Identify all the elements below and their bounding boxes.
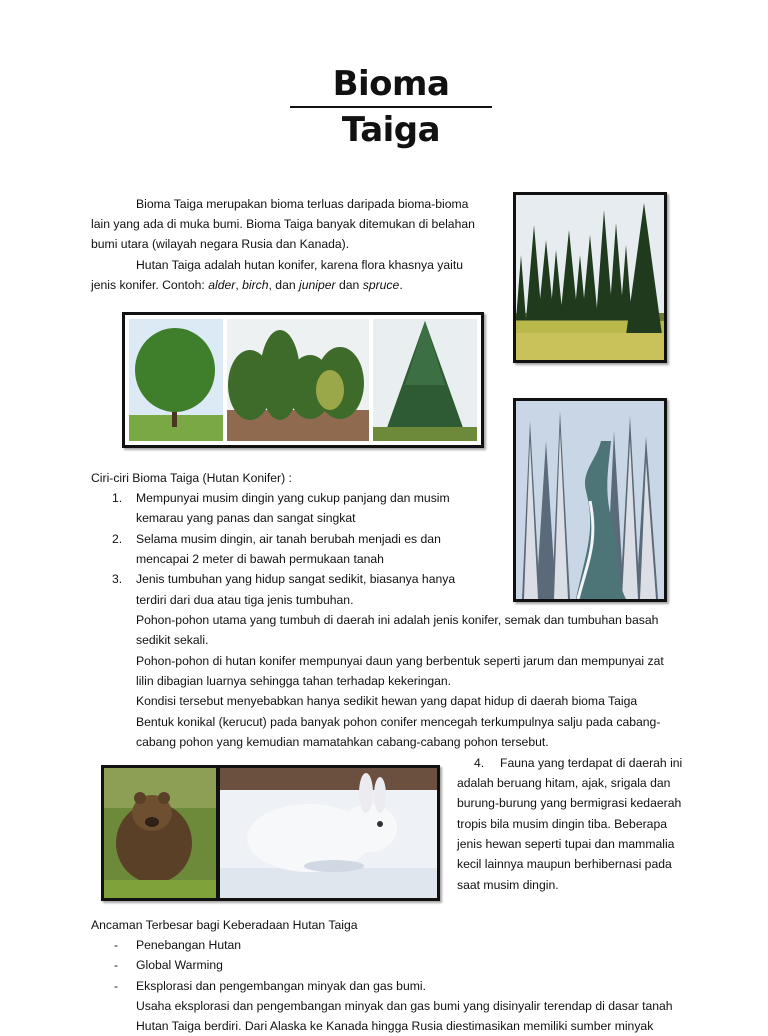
intro-p1-line-2: lain yang ada di muka bumi. Bioma Taiga banyak ditemukan di belahan — [91, 217, 475, 231]
fauna-line: kecil lainnya maupun berhibernasi pada — [457, 857, 672, 871]
threat-item: Penebangan Hutan — [136, 938, 242, 952]
threats-heading: Ancaman Terbesar bagi Keberadaan Hutan Taiga — [91, 918, 358, 932]
detail-line: Bentuk konikal (kerucut) pada banyak pohon conifer mencegah terkumpulnya salju pada cabang- — [136, 715, 661, 729]
intro-text: . — [399, 278, 403, 292]
intro-p2-line-2 — [91, 275, 403, 295]
fauna-line: Fauna yang terdapat di daerah ini — [500, 756, 683, 770]
fauna-line: jenis hewan seperti tupai dan mammalia — [457, 837, 675, 851]
intro-text: , dan — [268, 278, 300, 292]
fauna-line: saat musim dingin. — [457, 878, 559, 892]
intro-text: , — [235, 278, 243, 292]
list-item-3-line-1: Jenis tumbuhan yang hidup sangat sedikit, biasanya hanya — [136, 572, 456, 586]
intro-text: jenis konifer. Contoh: — [91, 278, 209, 292]
snowy-taiga-photo — [513, 398, 667, 602]
detail-line: sedikit sekali. — [136, 633, 209, 647]
intro-text: dan — [335, 278, 363, 292]
characteristics-heading: Ciri-ciri Bioma Taiga (Hutan Konifer) : — [91, 471, 292, 485]
fauna-line: adalah beruang hitam, ajak, srigala dan — [457, 776, 671, 790]
conifer-forest-photo — [513, 192, 667, 363]
intro-p2-line-1: Hutan Taiga adalah hutan konifer, karena flora khasnya yaitu — [136, 258, 464, 272]
bullet-dash: - — [114, 979, 119, 993]
threat-detail-line: Usaha eksplorasi dan pengembangan minyak dan gas bumi yang disinyalir terendap di dasar tanah — [136, 999, 673, 1013]
detail-line: cabang pohon yang kemudian mamatahkan cabang-cabang pohon tersebut. — [136, 735, 549, 749]
list-item-1-line-1: Mempunyai musim dingin yang cukup panjang dan musim — [136, 491, 450, 505]
list-number: 2. — [112, 532, 123, 546]
example-juniper: juniper — [299, 278, 336, 292]
fauna-line: tropis bila musim dingin tiba. Beberapa — [457, 817, 668, 831]
title-line-1: Bioma — [332, 64, 450, 104]
example-alder: alder — [208, 278, 236, 292]
list-number: 1. — [112, 491, 123, 505]
detail-line: Pohon-pohon utama yang tumbuh di daerah ini adalah jenis konifer, semak dan tumbuhan basah — [136, 613, 659, 627]
fauna-line: burung-burung yang bermigrasi kedaerah — [457, 796, 682, 810]
taiga-animals-photo — [101, 765, 440, 901]
list-number: 4. — [474, 756, 485, 770]
list-item-3-line-2: terdiri dari dua atau tiga jenis tumbuhan. — [136, 593, 354, 607]
list-item-2-line-1: Selama musim dingin, air tanah berubah menjadi es dan — [136, 532, 441, 546]
threat-item: Global Warming — [136, 958, 223, 972]
list-number: 3. — [112, 572, 123, 586]
detail-line: Pohon-pohon di hutan konifer mempunyai daun yang berbentuk seperti jarum dan mempunyai zat — [136, 654, 664, 668]
threat-detail-line: Hutan Taiga berdiri. Dari Alaska ke Kanada hingga Rusia diestimasikan memiliki sumber minyak — [136, 1019, 654, 1033]
threat-item: Eksplorasi dan pengembangan minyak dan gas bumi. — [136, 979, 426, 993]
title-line-2: Taiga — [341, 110, 441, 150]
example-birch: birch — [242, 278, 269, 292]
bullet-dash: - — [114, 958, 119, 972]
list-item-2-line-2: mencapai 2 meter di bawah permukaan tanah — [136, 552, 384, 566]
list-item-1-line-2: kemarau yang panas dan sangat singkat — [136, 511, 356, 525]
detail-line: lilin dibagian luarnya sehingga tahan terhadap kekeringan. — [136, 674, 452, 688]
detail-line: Kondisi tersebut menyebabkan hanya sedikit hewan yang dapat hidup di daerah bioma Taiga — [136, 694, 638, 708]
intro-p1-line-1: Bioma Taiga merupakan bioma terluas daripada bioma-bioma — [136, 197, 469, 211]
bullet-dash: - — [114, 938, 119, 952]
tree-types-photo — [122, 312, 484, 448]
example-spruce: spruce — [362, 278, 400, 292]
intro-p1-line-3: bumi utara (wilayah negara Rusia dan Kanada). — [91, 237, 350, 251]
